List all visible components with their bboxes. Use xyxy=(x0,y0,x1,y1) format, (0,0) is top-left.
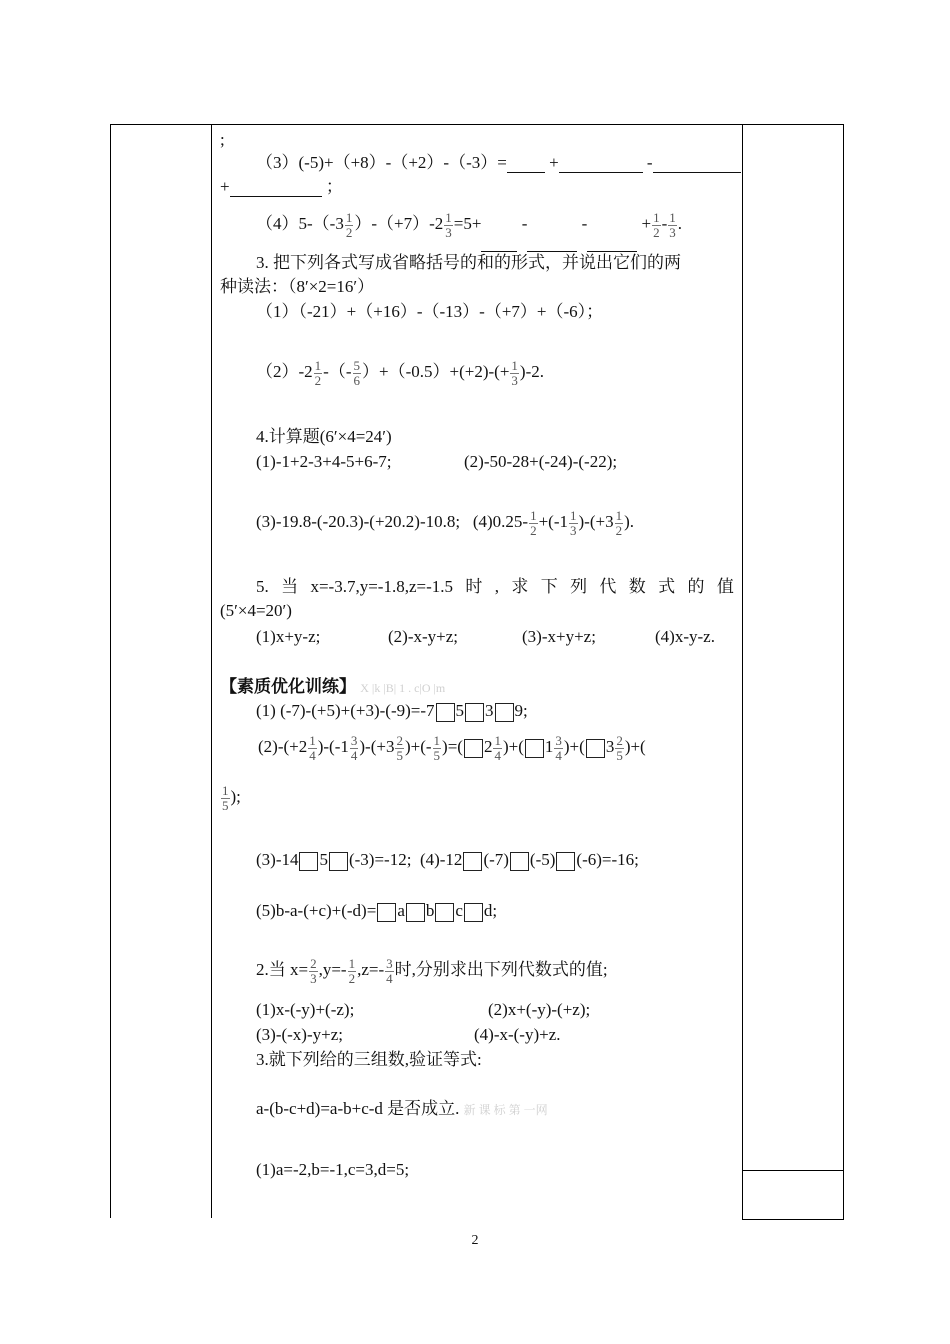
leading-semicolon: ; xyxy=(220,130,225,149)
fraction-two-thirds: $\frac{2}{3}$ xyxy=(310,955,317,986)
q5-word: 数 xyxy=(628,577,646,596)
column-divider-1 xyxy=(211,124,212,1218)
plus-sign: + xyxy=(641,214,652,233)
q3-part2-text: ）+（-0.5）+(+2)-(+ xyxy=(362,362,510,381)
s1-part1-text: 9; xyxy=(514,701,528,720)
s1-part4-text: (-6)=-16; xyxy=(576,850,639,869)
s1-part2-text: ); xyxy=(230,787,241,806)
period: . xyxy=(677,214,683,233)
s1-part2-text: )=( xyxy=(442,737,463,756)
s3-equation-text: a-(b-c+d)=a-b+c-d 是否成立. xyxy=(256,1099,460,1118)
fraction-one-half: $\frac{1}{2}$ xyxy=(345,209,353,240)
s1-part2-text: )+(- xyxy=(404,737,432,756)
q2-part3-expression: （3）(-5)+（+8）-（+2）-（-3）= xyxy=(256,153,507,172)
q3-title-line1: 3. 把下列各式写成省略括号的和的形式，并说出它们的两 xyxy=(256,253,681,272)
q5-word: 式 xyxy=(658,577,676,596)
q5-word: 代 xyxy=(599,577,617,596)
section-title: 【素质优化训练】 xyxy=(220,677,356,696)
s1-part2-text: )+( xyxy=(502,737,524,756)
s3-item-1: (1)a=-2,b=-1,c=3,d=5; xyxy=(256,1160,410,1179)
semicolon: ； xyxy=(325,177,343,196)
s2-title-text: ,z=- xyxy=(357,960,385,979)
q5-word: 列 xyxy=(570,577,588,596)
page-number: 2 xyxy=(471,1233,479,1248)
s1-part5-text: (5)b-a-(+c)+(-d)= xyxy=(256,901,377,920)
s1-part5-text: a xyxy=(397,901,405,920)
answer-blank xyxy=(481,235,517,252)
watermark-text: X |k |B| 1 . c|O |m xyxy=(360,681,446,695)
s1-part1-text: 3 xyxy=(485,701,494,720)
q4-part3-4-row xyxy=(256,494,634,550)
s1-part2-text: )-(+3 xyxy=(359,737,395,756)
answer-box[interactable] xyxy=(463,852,482,871)
fraction-three-quarters: $\frac{3}{4}$ xyxy=(555,732,562,763)
fraction-one-third: $\frac{1}{3}$ xyxy=(511,357,518,388)
s1-part1-text: 5 xyxy=(455,701,465,720)
minus-sign: - xyxy=(646,153,653,172)
q2-part3-line2 xyxy=(220,177,343,197)
fraction-one-fifth: $\frac{1}{5}$ xyxy=(433,732,441,763)
s1-part3-text: 5 xyxy=(319,850,328,869)
minus-sign: - xyxy=(581,214,588,233)
s1-part2-text: )-(-1 xyxy=(317,737,349,756)
q5-word: 的 xyxy=(687,577,705,596)
fraction-one-third: $\frac{1}{3}$ xyxy=(570,507,577,538)
watermark-text: 新 课 标 第 一网 xyxy=(463,1103,548,1117)
s2-title-text: 时,分别求出下列代数式的值; xyxy=(394,960,608,979)
s2-title xyxy=(256,942,608,998)
s1-part4-text: (-5) xyxy=(529,850,556,869)
q4-part2: (2)-50-28+(-24)-(-22); xyxy=(464,452,618,471)
q5-item-1: (1)x+y-z; xyxy=(256,627,321,646)
answer-box[interactable] xyxy=(464,903,483,922)
q5-word: 5. xyxy=(256,577,269,596)
table-left-border xyxy=(110,124,111,1218)
answer-blank xyxy=(230,180,322,197)
q4-part1: (1)-1+2-3+4-5+6-7; xyxy=(256,452,392,471)
q5-word: 求 xyxy=(511,577,529,596)
q3-part2-text: )-2. xyxy=(519,362,544,381)
q3-part1: （1）（-21）+（+16）-（-13）-（+7）+（-6）； xyxy=(256,302,604,321)
s1-part2-text: 1 xyxy=(544,737,554,756)
s1-part3-4-row xyxy=(256,850,639,871)
fraction-one-quarter: $\frac{1}{4}$ xyxy=(494,732,501,763)
q2-part3-line1 xyxy=(256,153,741,173)
q4-part4-text: +(-1 xyxy=(538,512,568,531)
s1-part1-text: (1) (-7)-(+5)+(+3)-(-9)=-7 xyxy=(256,701,435,720)
fraction-one-half: $\frac{1}{2}$ xyxy=(653,209,660,240)
q4-part4-text: ). xyxy=(624,512,634,531)
answer-box[interactable] xyxy=(556,852,575,871)
answer-blank xyxy=(587,235,637,252)
fraction-two-fifths: $\frac{2}{5}$ xyxy=(396,732,403,763)
s1-part4-text: (-7) xyxy=(483,850,509,869)
q3-part2 xyxy=(256,344,544,400)
right-cell-divider xyxy=(742,1170,844,1171)
answer-box[interactable] xyxy=(329,852,348,871)
q3-title-line2: 种读法：（8′×2=16′） xyxy=(220,277,375,296)
answer-blank xyxy=(527,235,577,252)
fraction-one-half: $\frac{1}{2}$ xyxy=(530,507,537,538)
s1-part2-text: )+( xyxy=(624,737,646,756)
q5-item-4: (4)x-y-z. xyxy=(655,627,715,646)
q4-part4-text: )-(+3 xyxy=(578,512,614,531)
q5-item-2: (2)-x-y+z; xyxy=(388,627,459,646)
q5-word: 时 xyxy=(465,577,483,596)
q2-part4-text: ）-（+7）-2 xyxy=(354,214,444,233)
fraction-one-half: $\frac{1}{2}$ xyxy=(615,507,623,538)
s1-part2-text: )+( xyxy=(563,737,585,756)
s3-title: 3.就下列给的三组数,验证等式: xyxy=(256,1050,482,1069)
s1-part5-text: b xyxy=(425,901,435,920)
q3-part2-text: -（- xyxy=(323,362,352,381)
q5-title-line1 xyxy=(220,577,734,597)
q5-word: , xyxy=(494,577,499,596)
q4-part3: (3)-19.8-(-20.3)-(+20.2)-10.8; xyxy=(256,512,461,531)
q4-part4-text: (4)0.25- xyxy=(472,512,529,531)
fraction-one-fifth: $\frac{1}{5}$ xyxy=(222,782,229,813)
q5-title-line2: (5′×4=20′) xyxy=(220,601,292,620)
column-divider-2 xyxy=(742,124,743,1220)
answer-box[interactable] xyxy=(406,903,425,922)
minus-sign: - xyxy=(521,214,528,233)
s1-part3-text: (-3)=-12; xyxy=(348,850,412,869)
q5-word: 当 xyxy=(281,577,299,596)
answer-box[interactable] xyxy=(586,739,605,758)
answer-box[interactable] xyxy=(464,739,483,758)
s1-part2-text: (2)-(+2 xyxy=(258,737,308,756)
fraction-one-half: $\frac{1}{2}$ xyxy=(314,357,322,388)
q2-part4 xyxy=(256,196,682,252)
fraction-three-quarters: $\frac{3}{4}$ xyxy=(386,955,393,986)
minus-sign: - xyxy=(661,214,668,233)
answer-blank xyxy=(559,156,643,173)
q2-part4-text: （4）5-（-3 xyxy=(256,214,344,233)
fraction-two-fifths: $\frac{2}{5}$ xyxy=(616,732,623,763)
answer-box[interactable] xyxy=(377,903,396,922)
s2-title-text: ,y=- xyxy=(318,960,347,979)
q5-word: 下 xyxy=(540,577,558,596)
section-heading xyxy=(220,677,445,698)
s2-item-1: (1)x-(-y)+(-z); xyxy=(256,1000,355,1019)
fraction-one-quarter: $\frac{1}{4}$ xyxy=(309,732,316,763)
s2-title-text: 2.当 x= xyxy=(256,960,309,979)
s2-item-3: (3)-(-x)-y+z; xyxy=(256,1025,343,1044)
s2-item-2: (2)x+(-y)-(+z); xyxy=(488,1000,591,1019)
answer-box[interactable] xyxy=(525,739,544,758)
q2-part4-text: =5+ xyxy=(453,214,482,233)
answer-box[interactable] xyxy=(510,852,529,871)
fraction-one-third: $\frac{1}{3}$ xyxy=(669,209,676,240)
answer-blank xyxy=(653,156,741,173)
q3-part2-text: （2）-2 xyxy=(256,362,313,381)
s1-part5-text: d; xyxy=(483,901,498,920)
fraction-one-third: $\frac{1}{3}$ xyxy=(445,209,452,240)
s1-part2-text: 2 xyxy=(483,737,493,756)
s1-part5-text: c xyxy=(455,901,463,920)
right-cell-bottom xyxy=(742,1219,844,1220)
s2-item-4: (4)-x-(-y)+z. xyxy=(474,1025,561,1044)
s1-part3-text: (3)-14 xyxy=(256,850,299,869)
plus-sign: + xyxy=(549,153,559,172)
s1-part5 xyxy=(256,901,497,922)
s1-part2-continued xyxy=(220,769,241,825)
q5-word: x=-3.7,y=-1.8,z=-1.5 xyxy=(310,577,454,596)
fraction-five-sixths: $\frac{5}{6}$ xyxy=(353,357,360,388)
answer-box[interactable] xyxy=(435,903,454,922)
q5-word: 值 xyxy=(716,577,734,596)
answer-blank xyxy=(507,156,545,173)
fraction-one-half: $\frac{1}{2}$ xyxy=(348,955,356,986)
table-top-border xyxy=(110,124,844,125)
table-right-border xyxy=(843,124,844,1220)
s1-part4-text: (4)-12 xyxy=(419,850,463,869)
q5-item-3: (3)-x+y+z; xyxy=(522,627,596,646)
s3-equation xyxy=(256,1099,548,1120)
plus-sign: + xyxy=(220,177,230,196)
fraction-three-quarters: $\frac{3}{4}$ xyxy=(350,732,358,763)
answer-box[interactable] xyxy=(299,852,318,871)
s1-part2 xyxy=(258,719,646,775)
s1-part2-text: 3 xyxy=(605,737,615,756)
q4-title: 4.计算题(6′×4=24′) xyxy=(256,427,392,446)
